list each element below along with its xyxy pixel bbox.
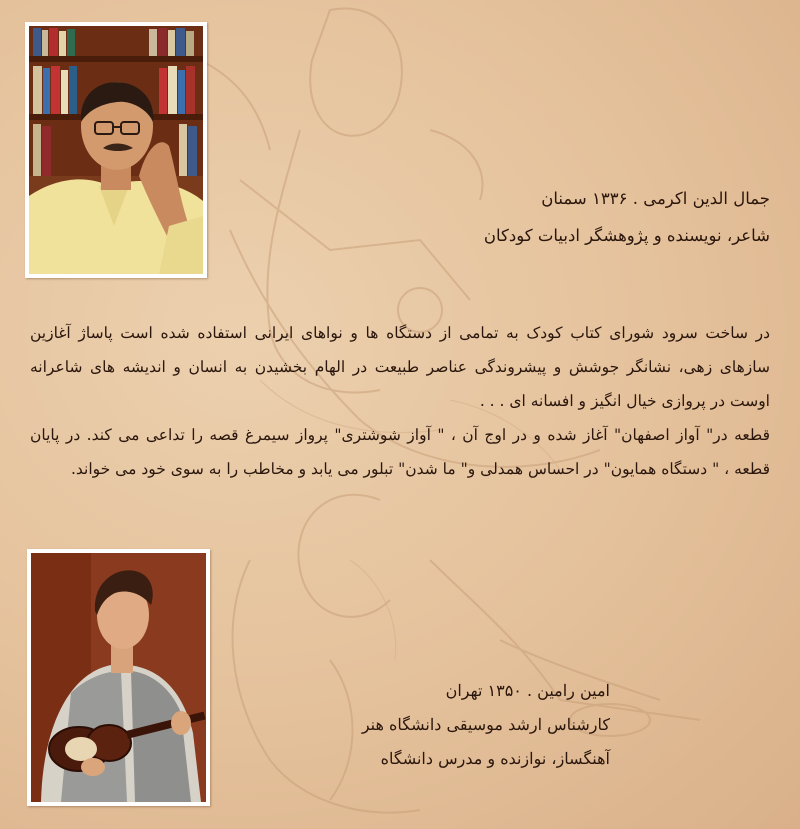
description-paragraph-2: قطعه در" آواز اصفهان" آغاز شده و در اوج آن ، " آواز شوشتری" پرواز سیمرغ قصه را تداعی می کند. در پایان قطعه ، " دستگاه همایون" در احساس همدلی و" ما شدن" تبلور می یابد و مخاطب را به سوی خود می خواند. bbox=[30, 426, 770, 478]
composer-photo bbox=[27, 549, 210, 806]
composer-role-2: آهنگساز، نوازنده و مدرس دانشگاه bbox=[380, 749, 610, 768]
poet-role: شاعر، نویسنده و پژوهشگر ادبیات کودکان bbox=[483, 226, 770, 245]
composer-role-1: کارشناس ارشد موسیقی دانشگاه هنر bbox=[361, 715, 610, 734]
song-description bbox=[30, 316, 770, 486]
poet-photo bbox=[25, 22, 207, 278]
composer-name: امین رامین . ۱۳۵۰ تهران bbox=[445, 681, 610, 700]
poet-bio bbox=[390, 180, 770, 254]
poet-portrait-image bbox=[29, 26, 203, 274]
composer-portrait-image bbox=[31, 553, 206, 802]
poet-name: جمال الدین اکرمی . ۱۳۳۶ سمنان bbox=[541, 189, 770, 208]
composer-bio bbox=[190, 674, 610, 776]
description-paragraph-1: در ساخت سرود شورای کتاب کودک به تمامی از دستگاه ها و نواهای ایرانی استفاده شده است پاساژ آغازین سازهای زهی، نشانگر جوشش و پیشروندگی عناصر طبیعت در الهام بخشیدن به انسان و اندیشه های شاعرانه اوست در پروازی خیال انگیز و افسانه ای . . . bbox=[30, 324, 770, 410]
